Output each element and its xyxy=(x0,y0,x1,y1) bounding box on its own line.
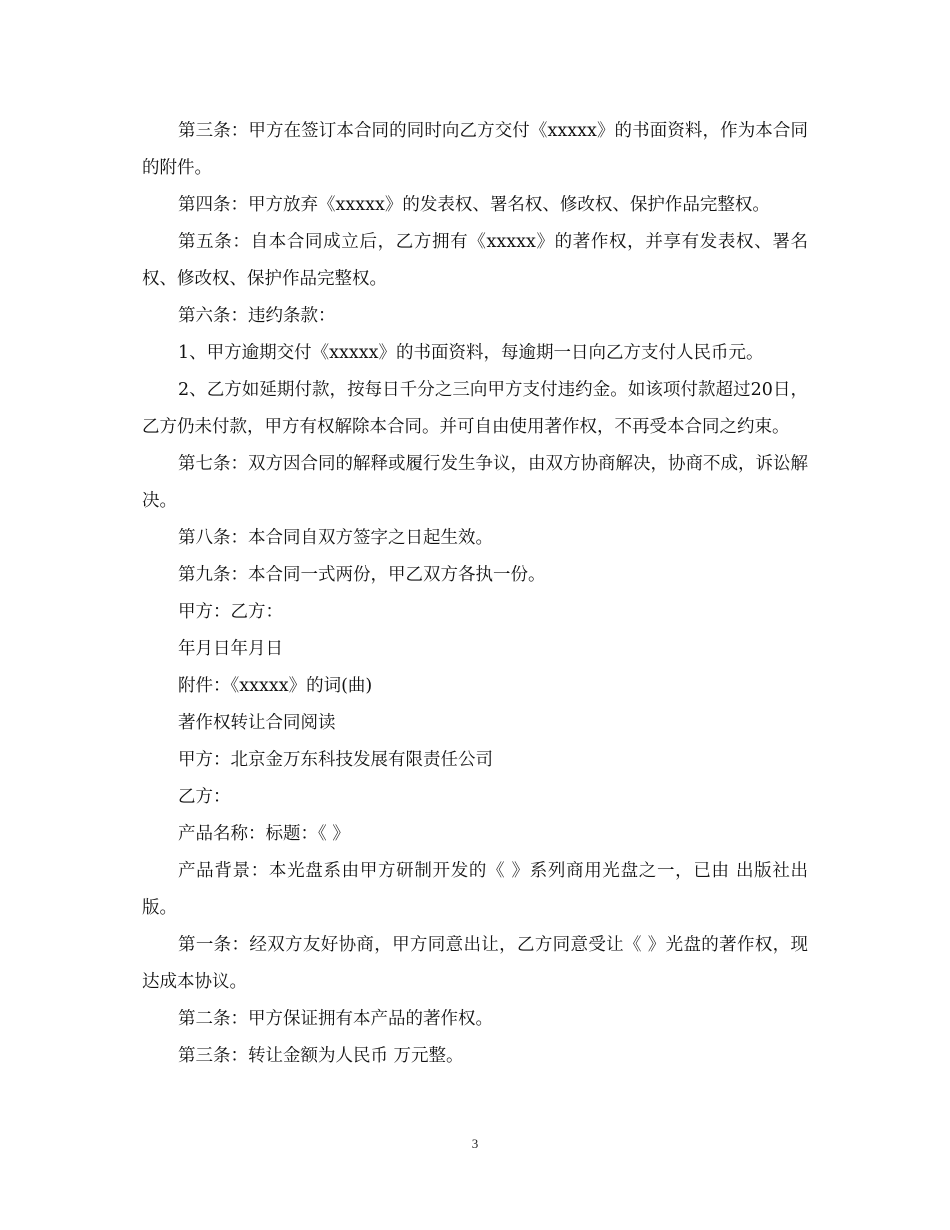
clause-3-materials: 第三条：甲方在签订本合同的同时向乙方交付《xxxxx》的书面资料，作为本合同的附件。 xyxy=(142,121,808,178)
breach-item-2: 2、乙方如延期付款，按每日千分之三向甲方支付违约金。如该项付款超过20日，乙方仍未付款，甲方有权解除本合同。并可自由使用著作权，不再受本合同之约束。 xyxy=(142,380,808,437)
clause-5-copyright: 第五条：自本合同成立后，乙方拥有《xxxxx》的著作权，并享有发表权、署名权、修改权、保护作品完整权。 xyxy=(142,232,808,289)
clause-6-breach-heading: 第六条：违约条款： xyxy=(178,306,336,326)
clause-9-copies: 第九条：本合同一式两份，甲乙双方各执一份。 xyxy=(178,565,546,585)
party-b: 乙方： xyxy=(178,787,231,807)
section-title: 著作权转让合同阅读 xyxy=(178,713,336,733)
product-background: 产品背景：本光盘系由甲方研制开发的《 》系列商用光盘之一，已由 出版社出版。 xyxy=(142,861,808,918)
clause-2-guarantee: 第二条：甲方保证拥有本产品的著作权。 xyxy=(178,1009,493,1029)
clause-7-dispute: 第七条：双方因合同的解释或履行发生争议，由双方协商解决，协商不成，诉讼解决。 xyxy=(142,454,808,511)
signature-parties: 甲方：乙方： xyxy=(178,602,283,622)
document-body xyxy=(142,113,808,1075)
breach-item-1: 1、甲方逾期交付《xxxxx》的书面资料，每逾期一日向乙方支付人民币元。 xyxy=(178,343,764,363)
page-number: 3 xyxy=(471,1136,479,1151)
party-a: 甲方：北京金万东科技发展有限责任公司 xyxy=(178,750,493,770)
signature-dates: 年月日年月日 xyxy=(178,639,283,659)
attachment-line: 附件：《xxxxx》的词(曲) xyxy=(178,676,373,696)
clause-8-effective: 第八条：本合同自双方签字之日起生效。 xyxy=(178,528,493,548)
clause-4-waiver: 第四条：甲方放弃《xxxxx》的发表权、署名权、修改权、保护作品完整权。 xyxy=(178,195,770,215)
clause-3-amount: 第三条：转让金额为人民币 万元整。 xyxy=(178,1046,464,1066)
clause-1-transfer: 第一条：经双方友好协商，甲方同意出让，乙方同意受让《 》光盘的著作权，现达成本协议。 xyxy=(142,935,808,992)
product-name: 产品名称：标题：《 》 xyxy=(178,824,350,844)
